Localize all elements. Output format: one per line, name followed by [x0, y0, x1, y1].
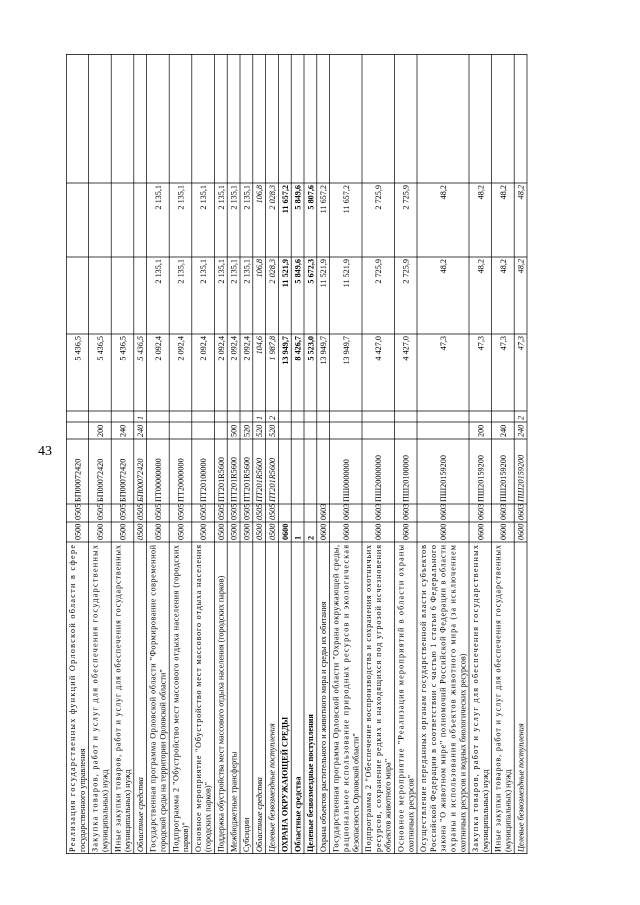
row-description-line: Реализация государственных функций Орловской области в сфере — [68, 545, 78, 852]
cell-c3: ПШ20159200 — [516, 454, 526, 502]
cell-c1: 0600 — [341, 523, 351, 540]
row-description-line: Подпрограмма 2 "Обустройство мест массового отдыха населения (городских — [171, 545, 181, 852]
cell-v1: 4 427,0 — [401, 336, 411, 361]
row-description-line: Подпрограмма 2 "Обеспечение воспроизводства и сохранения охотничьих — [364, 545, 374, 852]
cell-v1: 2 092,4 — [176, 336, 186, 361]
row-description-line: Целевые безвозмездные поступления — [306, 714, 316, 852]
table-row — [281, 185, 290, 852]
cell-c1: 0500 — [229, 523, 239, 540]
cell-c2: 0505 — [118, 503, 128, 520]
table-row — [268, 185, 277, 853]
cell-v2: 48,2 — [498, 259, 508, 274]
table-row — [516, 185, 525, 853]
table-row — [113, 336, 132, 852]
cell-v1: 2 092,4 — [242, 336, 252, 361]
cell-v3: 2 135,1 — [216, 185, 226, 210]
cell-c3: ПТ201R5600 — [242, 456, 252, 502]
cell-c2: 0505 — [229, 503, 239, 520]
cell-c1: 0600 — [476, 523, 486, 540]
row-description-line: Государственная программа Орловской области "Охрана окружающей среды, — [331, 545, 341, 852]
row-description-line: Поддержка обустройства мест массового отдыха населения (городских парков) — [216, 575, 226, 852]
cell-c1: 0500 — [242, 523, 252, 540]
cell-c4: 500 — [229, 424, 239, 437]
cell-c1: 0500 — [216, 523, 226, 540]
cell-v1: 5 436,5 — [136, 336, 146, 361]
cell-c4: 520 — [255, 424, 265, 437]
row-description-line: Основное мероприятие "Обустройство мест массового отдыха населения — [193, 545, 203, 852]
table-row — [194, 185, 213, 852]
cell-v2: 5 849,6 — [293, 259, 303, 284]
cell-c1: 0600 — [280, 523, 290, 540]
cell-c4: 240 — [516, 424, 526, 437]
cell-c3: ПТ00000000 — [153, 458, 163, 502]
row-description-line: Государственная программа Орловской области "Формирование современной — [148, 545, 158, 852]
cell-v2: 48,2 — [439, 259, 448, 274]
row-description-line: безопасность Орловской области" — [351, 733, 361, 852]
cell-v3: 2 028,3 — [268, 185, 277, 210]
page-number: 43 — [38, 444, 52, 459]
cell-v3: 2 725,9 — [401, 185, 411, 210]
cell-v1: 5 436,5 — [95, 336, 105, 361]
cell-v3: 2 135,1 — [176, 185, 186, 210]
row-description-line: охотничьих ресурсов и водных биологических ресурсов) — [458, 653, 468, 852]
cell-v2: 11 521,9 — [319, 259, 329, 288]
row-description-line: Основное мероприятие "Реализация мероприятий в области охраны — [396, 545, 406, 852]
cell-v3: 2 725,9 — [374, 185, 384, 210]
budget-table — [66, 54, 631, 854]
cell-c1: 0600 — [498, 523, 508, 540]
cell-c4: 520 — [268, 424, 277, 437]
cell-c1: 1 — [293, 535, 303, 540]
cell-c1: 0600 — [516, 523, 526, 540]
cell-v1: 2 092,4 — [153, 336, 163, 361]
rotated-page-content — [66, 54, 631, 854]
cell-v3: 2 135,1 — [153, 185, 163, 210]
table-row — [91, 336, 110, 852]
cell-c3: ПТ201R5600 — [229, 456, 239, 502]
cell-c1: 0600 — [439, 523, 448, 540]
cell-c2: 0505 — [268, 503, 277, 520]
cell-v1: 47,3 — [498, 336, 508, 351]
cell-c1: 0500 — [136, 523, 146, 540]
cell-v1: 5 436,5 — [73, 336, 83, 361]
row-description-line: (муниципальных) нужд — [123, 769, 133, 852]
table-row — [332, 185, 361, 852]
row-description-line: Закупка товаров, работ и услуг для обеспечения государственных — [471, 545, 481, 852]
row-description-line: государственного управления — [77, 748, 87, 852]
cell-v2: 2 725,9 — [374, 259, 384, 284]
row-description-line: Областные средства — [293, 776, 303, 852]
cell-c2: 0603 — [341, 503, 351, 520]
cell-c2: 0505 — [176, 503, 186, 520]
cell-c2: 0505 — [95, 503, 105, 520]
cell-v1: 2 092,4 — [199, 336, 209, 361]
cell-c2: 0603 — [516, 503, 526, 520]
cell-v2: 48,2 — [476, 259, 486, 274]
cell-c3: ПШ20159200 — [476, 455, 486, 502]
table-row — [364, 185, 393, 852]
table-row — [255, 185, 264, 852]
row-description-line: городской среды на территории Орловской области" — [158, 669, 168, 852]
row-description-line: (муниципальных) нужд — [100, 769, 110, 852]
cell-v2: 11 521,9 — [280, 259, 290, 288]
cell-v3: 5 807,6 — [306, 185, 316, 210]
cell-c1: 0500 — [73, 523, 83, 540]
row-description-line: закона "О животном мире" полномочий Российской Федерации в области — [438, 545, 448, 852]
cell-v1: 47,3 — [476, 336, 486, 351]
row-description-line: ресурсов, сохранение редких и находящихся под угрозой исчезновения — [373, 545, 383, 852]
row-description-line: Целевые безвозмездные поступления — [267, 723, 277, 852]
cell-c1: 0600 — [374, 523, 384, 540]
cell-c3: ПТ201R5600 — [268, 457, 277, 502]
row-description-line: Российской Федерации в соответствии с частью 1 статьи 6 Федерального — [428, 545, 438, 852]
table-row — [471, 185, 490, 852]
cell-v3: 48,2 — [516, 185, 526, 200]
cell-v2: 106,8 — [255, 259, 265, 278]
cell-c2: 0603 — [476, 503, 486, 520]
cell-c4: 240 — [118, 424, 128, 437]
cell-c1: 2 — [306, 535, 316, 540]
cell-c3: БП00072420 — [118, 458, 128, 502]
row-description-line: Областные средства — [135, 777, 145, 852]
cell-c3: ПШ20159200 — [439, 455, 448, 502]
table-row — [149, 185, 168, 852]
cell-c2: 0505 — [255, 503, 265, 520]
cell-c3: ПТ201R5600 — [216, 456, 226, 502]
cell-v1: 13 949,7 — [341, 336, 351, 365]
table-row — [319, 185, 328, 852]
cell-v2: 48,2 — [516, 259, 526, 274]
cell-c2: 0505 — [199, 503, 209, 520]
cell-v3: 11 657,2 — [319, 185, 329, 214]
cell-c1: 0500 — [176, 523, 186, 540]
cell-v1: 2 092,4 — [229, 336, 239, 361]
cell-c1: 0600 — [319, 523, 329, 540]
cell-v3: 106,8 — [255, 185, 265, 204]
cell-v1: 47,3 — [516, 336, 526, 351]
cell-v1: 13 949,7 — [280, 336, 290, 365]
cell-v1: 13 949,7 — [319, 336, 329, 365]
cell-c3: ПШ20100000 — [401, 455, 411, 502]
cell-c1: 0500 — [95, 523, 105, 540]
cell-c5: 1 — [136, 415, 146, 420]
cell-v1: 8 426,7 — [293, 336, 303, 361]
cell-c2: 0505 — [216, 503, 226, 520]
row-description-line: объектов животного мира" — [383, 758, 393, 852]
cell-c3: ПШ20000000 — [374, 455, 384, 502]
row-description-line: охраны и использования объектов животного мира (за исключением — [448, 545, 458, 852]
row-description-line: (городских парков)" — [203, 782, 213, 852]
table-row — [494, 185, 513, 852]
table-row — [293, 185, 302, 852]
cell-c3: БП00072420 — [95, 458, 105, 502]
cell-c5: 1 — [255, 415, 265, 420]
table-row — [229, 185, 238, 852]
cell-v2: 2 028,3 — [268, 259, 277, 284]
cell-v3: 48,2 — [476, 185, 486, 200]
cell-c5: 2 — [268, 415, 277, 420]
cell-c2: 0505 — [153, 503, 163, 520]
cell-v1: 4 427,0 — [374, 336, 384, 361]
row-description-line: Иные закупки товаров, работ и услуг для обеспечения государственных — [493, 545, 503, 852]
cell-v3: 11 657,2 — [280, 185, 290, 214]
cell-v2: 2 135,1 — [242, 259, 252, 284]
row-description-line: Субсидии — [242, 817, 252, 852]
cell-v1: 2 092,4 — [216, 336, 226, 361]
cell-c2: 0603 — [439, 503, 448, 520]
cell-c3: ПШ20159200 — [498, 455, 508, 502]
cell-v3: 2 135,1 — [242, 185, 252, 210]
cell-c5: 2 — [516, 415, 526, 420]
table-row — [397, 185, 416, 852]
cell-v1: 1 987,8 — [268, 336, 277, 361]
cell-c3: БП00072420 — [136, 458, 146, 502]
table-row — [306, 185, 315, 852]
cell-c2: 0603 — [401, 503, 411, 520]
row-description-line: Закупка товаров, работ и услуг для обеспечения государственных — [90, 545, 100, 852]
cell-v3: 11 657,2 — [341, 185, 351, 214]
cell-c1: 0500 — [153, 523, 163, 540]
table-row — [419, 185, 467, 852]
table-row — [242, 185, 251, 852]
cell-v3: 48,2 — [498, 185, 508, 200]
row-description-line: охотничьих ресурсов" — [406, 775, 416, 852]
row-description-line: парков)" — [181, 822, 191, 852]
cell-c1: 0600 — [401, 523, 411, 540]
table-row — [217, 185, 226, 852]
table-row — [68, 336, 87, 852]
row-description-line: ОХРАНА ОКРУЖАЮЩЕЙ СРЕДЫ — [280, 716, 290, 852]
cell-v1: 5 436,5 — [118, 336, 128, 361]
row-description-line: рациональное использование природных ресурсов и экологическая — [341, 545, 351, 852]
cell-v1: 104,6 — [255, 336, 265, 355]
cell-c3: ПТ20000000 — [176, 458, 186, 502]
cell-c1: 0500 — [118, 523, 128, 540]
row-description-line: Межбюджетные трансферты — [229, 751, 239, 852]
cell-c4: 240 — [498, 424, 508, 437]
cell-c2: 0603 — [374, 503, 384, 520]
cell-c2: 0505 — [242, 503, 252, 520]
cell-c1: 0500 — [255, 523, 265, 540]
cell-c3: ПТ201R5600 — [255, 457, 265, 502]
row-description-line: Иные закупки товаров, работ и услуг для обеспечения государственных — [113, 545, 123, 852]
cell-c2: 0603 — [319, 503, 329, 520]
cell-v2: 2 135,1 — [229, 259, 239, 284]
cell-v2: 5 672,3 — [306, 259, 316, 284]
row-description-line: Осуществление переданных органам государственной власти субъектов — [419, 545, 429, 852]
cell-v2: 11 521,9 — [341, 259, 351, 288]
table-row — [136, 336, 145, 852]
cell-v2: 2 725,9 — [401, 259, 411, 284]
row-description-line: (муниципальных) нужд — [503, 769, 513, 852]
row-description-line: Областные средства — [254, 777, 264, 852]
cell-v3: 5 849,6 — [293, 185, 303, 210]
row-description-line: Охрана объектов растительного и животного мира и среды их обитания — [318, 601, 328, 852]
cell-c4: 200 — [476, 424, 486, 437]
row-description-line: Целевые безвозмездные поступления — [516, 723, 526, 852]
cell-c1: 0500 — [268, 523, 277, 540]
cell-v2: 2 135,1 — [199, 259, 209, 284]
cell-c3: ПШ0000000 — [341, 459, 351, 502]
cell-v1: 5 523,0 — [306, 336, 316, 361]
cell-v3: 2 135,1 — [199, 185, 209, 210]
cell-c2: 0505 — [73, 503, 83, 520]
cell-c4: 200 — [95, 424, 105, 437]
cell-c2: 0505 — [136, 503, 146, 520]
cell-c3: БП00072420 — [73, 458, 83, 502]
cell-v2: 2 135,1 — [153, 259, 163, 284]
cell-c4: 520 — [242, 424, 252, 437]
cell-v1: 47,3 — [439, 336, 448, 351]
cell-c4: 240 — [136, 424, 146, 437]
cell-c2: 0603 — [498, 503, 508, 520]
cell-v2: 2 135,1 — [176, 259, 186, 284]
cell-v3: 48,2 — [439, 185, 448, 200]
cell-v2: 2 135,1 — [216, 259, 226, 284]
cell-c1: 0500 — [199, 523, 209, 540]
table-row — [171, 185, 190, 852]
row-description-line: (муниципальных) нужд — [480, 769, 490, 852]
cell-v3: 2 135,1 — [229, 185, 239, 210]
cell-c3: ПТ20100000 — [199, 458, 209, 502]
